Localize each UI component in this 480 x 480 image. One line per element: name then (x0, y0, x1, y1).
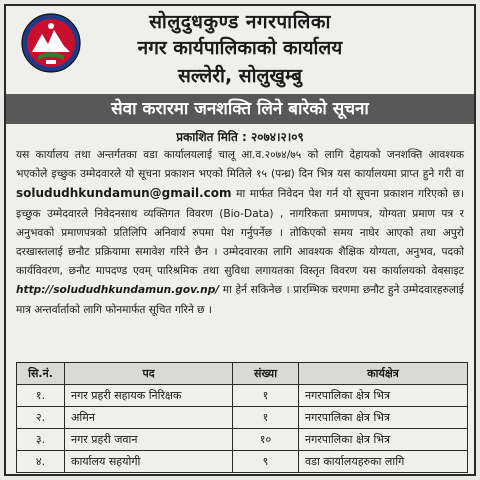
table-row (17, 385, 468, 407)
body-part-1: यस कार्यालय तथा अन्तर्गतका वडा कार्यालयलाई चालू आ.व.२०७४/७५ को लागि देहायको जनशक्ति आवश्यक भएकोले इच्छुक उम्मेदवारले यो सूचना प्रकाशन भएको मितिले १५ (पन्ध्र) दिन भित्र यस कार्यालयमा प्राप्त हुने गरी वा (16, 149, 464, 181)
header-area: कार्यक्षेत्र (299, 363, 468, 385)
office-location: सल्लेरी, सोलुखुम्बु (177, 65, 303, 87)
notice-document (4, 4, 476, 476)
row-post: नगर प्रहरी सहायक निरिक्षक (65, 385, 233, 407)
notice-body (16, 146, 464, 320)
body-part-3: मा हेर्न सकिनेछ । प्रारम्भिक चरणमा छनौट हुने उम्मेदवारहरुलाई मात्र अन्तर्वार्ताको लागि फोनमार्फत सूचित गरिने छ । (16, 284, 464, 316)
notice-header (6, 6, 474, 94)
row-count: ९ (233, 451, 299, 473)
row-serial: ३. (17, 429, 65, 451)
row-serial: २. (17, 407, 65, 429)
municipality-name: सोलुदुधकुण्ड नगरपालिका (149, 11, 331, 33)
table-row (17, 407, 468, 429)
row-count: १ (233, 385, 299, 407)
website-url: http://solududhkundamun.gov.np/ (16, 284, 220, 297)
row-post: नगर प्रहरी जवान (65, 429, 233, 451)
row-area: नगरपालिका क्षेत्र भित्र (299, 385, 468, 407)
row-count: १ (233, 407, 299, 429)
header-serial: सि.नं. (17, 363, 65, 385)
row-serial: १. (17, 385, 65, 407)
body-part-2: मा मार्फत निवेदन पेश गर्न यो सूचना प्रकाशन गरिएको छ। इच्छुक उम्मेदवारले निवेदनसाथ व्यक्तिगत विवरण (Bio-Data) , नागरिकता प्रमाणपत्र, योग्यता प्रमाण पत्र र अनुभवको प्रमाणपत्रको प्रतिलिपि अनिवार्य रुपमा पेश गर्नुपर्नेछ । तोकिएको समय नाघेर आएको तथा अपुरो दरखास्तलाई छनौट प्रक्रियामा समावेश गरिने छैन । उम्मेदवारका लागि आवश्यक शैक्षिक योग्यता, अनुभव, पदको कार्यविवरण, छनौट मापदण्ड एवम् पारिश्रमिक तथा सुविधा लगायतका विस्तृत विवरण यस कार्यालयको वेबसाइट (16, 188, 464, 278)
header-count: संख्या (233, 363, 299, 385)
row-area: वडा कार्यालयहरुका लागि (299, 451, 468, 473)
published-date: प्रकाशित मिति : २०७४।२।०९ (176, 130, 304, 144)
table-header-row (17, 363, 468, 385)
row-area: नगरपालिका क्षेत्र भित्र (299, 429, 468, 451)
email-address: solududhkundamun@gmail.com (16, 186, 232, 201)
header-post: पद (65, 363, 233, 385)
row-post: अमिन (65, 407, 233, 429)
row-count: १० (233, 429, 299, 451)
row-area: नगरपालिका क्षेत्र भित्र (299, 407, 468, 429)
table-row (17, 429, 468, 451)
row-post: कार्यालय सहयोगी (65, 451, 233, 473)
row-serial: ४. (17, 451, 65, 473)
table-row (17, 451, 468, 473)
notice-title: सेवा करारमा जनशक्ति लिने बारेको सूचना (6, 94, 474, 124)
positions-table (16, 362, 468, 473)
office-name: नगर कार्यपालिकाको कार्यालय (137, 37, 343, 59)
